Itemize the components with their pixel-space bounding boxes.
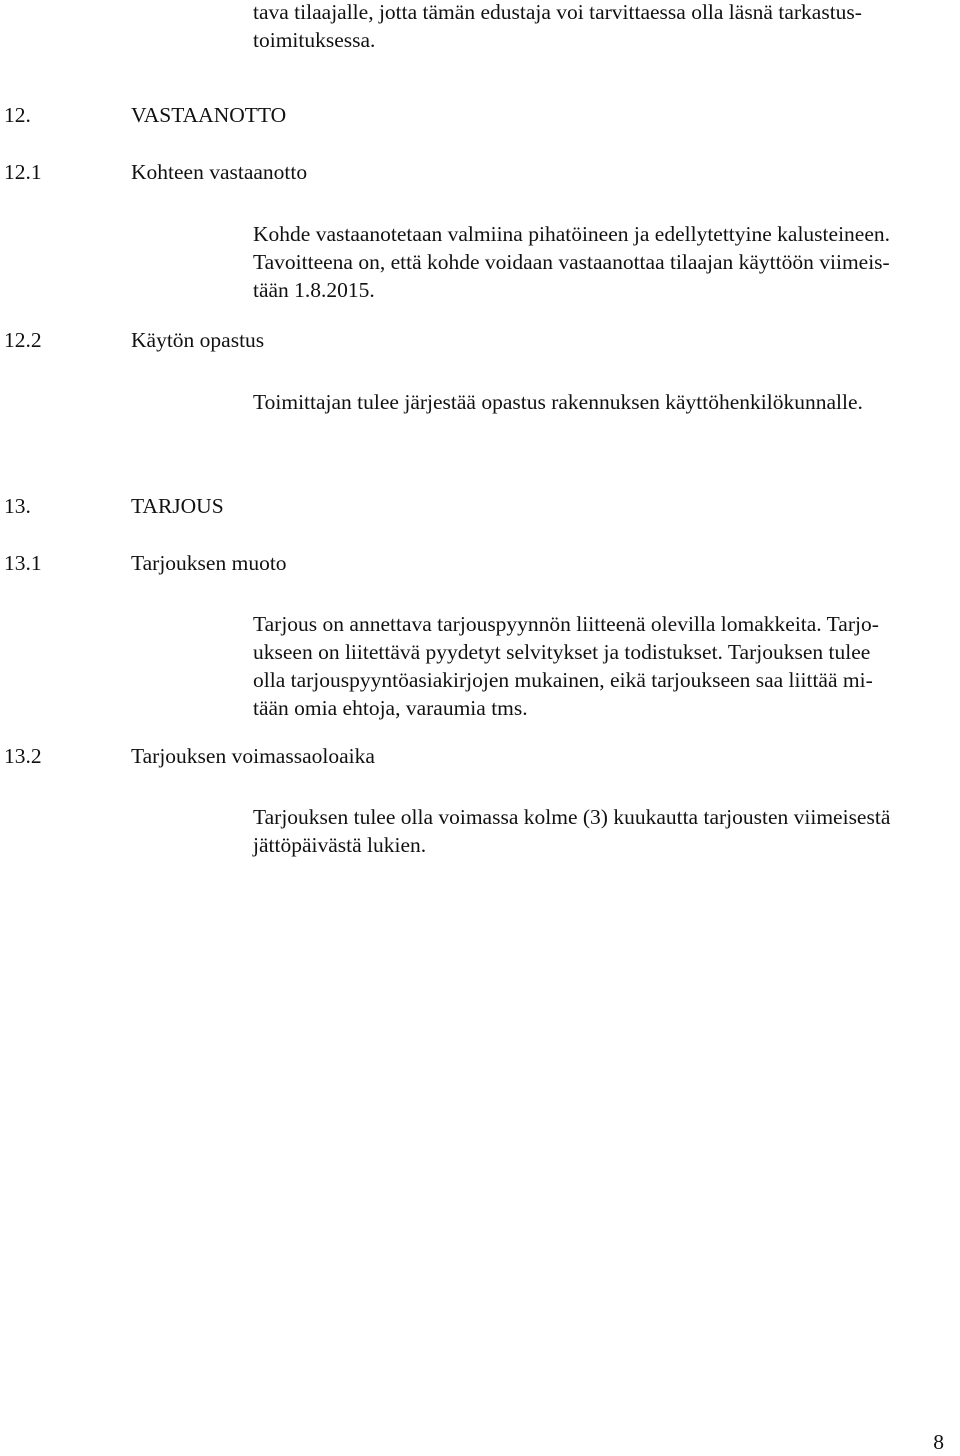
paragraph-13-1-line-3: olla tarjouspyyntöasiakirjojen mukainen, eikä tarjoukseen saa liittää mi- — [253, 668, 873, 692]
section-number: 13.2 — [4, 744, 42, 768]
section-title: Käytön opastus — [131, 328, 265, 352]
section-number: 12.1 — [4, 160, 42, 184]
paragraph-13-1-line-2: ukseen on liitettävä pyydetyt selvitykset ja todistukset. Tarjouksen tulee — [253, 640, 871, 664]
section-number: 12. — [4, 103, 31, 127]
continuation-line-1: tava tilaajalle, jotta tämän edustaja voi tarvittaessa olla läsnä tarkastus- — [253, 0, 862, 24]
paragraph-12-1-line-2: Tavoitteena on, että kohde voidaan vastaanottaa tilaajan käyttöön viimeis- — [253, 250, 890, 274]
section-heading-12-2 — [0, 326, 700, 354]
section-number: 13.1 — [4, 551, 42, 575]
section-heading-12 — [0, 101, 700, 129]
paragraph-12-1-line-1: Kohde vastaanotetaan valmiina pihatöineen ja edellytettyine kalusteineen. — [253, 222, 891, 246]
paragraph-12-1-line-3: tään 1.8.2015. — [253, 278, 375, 302]
section-title: VASTAANOTTO — [131, 103, 287, 127]
section-heading-13-1 — [0, 549, 700, 577]
section-heading-13-2 — [0, 742, 700, 770]
section-heading-12-1 — [0, 158, 700, 186]
paragraph-13-1-line-4: tään omia ehtoja, varaumia tms. — [253, 696, 528, 720]
section-title: TARJOUS — [131, 494, 224, 518]
page-number: 8 — [933, 1430, 944, 1454]
paragraph-13-2-line-2: jättöpäivästä lukien. — [253, 833, 427, 857]
section-heading-13 — [0, 492, 700, 520]
paragraph-13-2-line-1: Tarjouksen tulee olla voimassa kolme (3) kuukautta tarjousten viimeisestä — [253, 805, 891, 829]
section-number: 13. — [4, 494, 31, 518]
continuation-line-2: toimituksessa. — [253, 28, 376, 52]
section-title: Tarjouksen voimassaoloaika — [131, 744, 375, 768]
section-title: Tarjouksen muoto — [131, 551, 287, 575]
paragraph-12-2-line-1: Toimittajan tulee järjestää opastus rakennuksen käyttöhenkilökunnalle. — [253, 390, 863, 414]
section-title: Kohteen vastaanotto — [131, 160, 308, 184]
section-number: 12.2 — [4, 328, 42, 352]
paragraph-13-1-line-1: Tarjous on annettava tarjouspyynnön liitteenä olevilla lomakkeita. Tarjo- — [253, 612, 879, 636]
